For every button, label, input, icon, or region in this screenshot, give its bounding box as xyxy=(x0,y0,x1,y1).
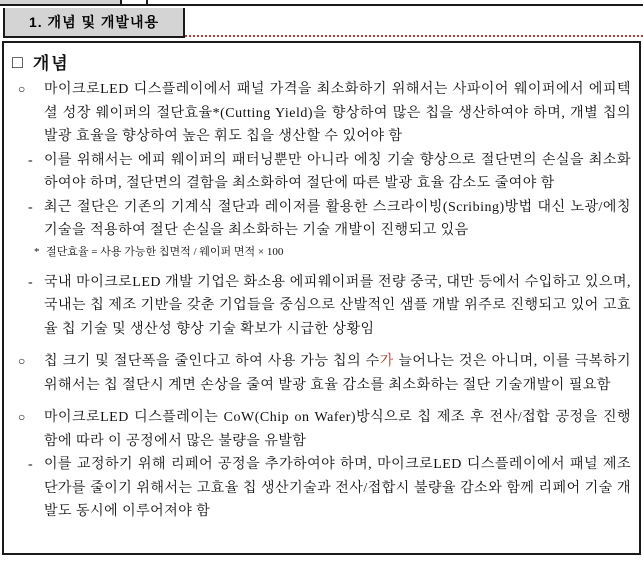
bullet-marker: ○ xyxy=(18,82,26,96)
square-bullet-icon: □ xyxy=(12,51,25,72)
section-tab-label: 1. 개념 및 개발내용 xyxy=(28,14,159,30)
paragraph-text: 국내 마이크로LED 개발 기업은 화소용 에피웨이퍼를 전량 중국, 대만 등에서 수입하고 있으며, 국내는 칩 제조 기반을 갖춘 기업들을 중심으로 산발적인 샘플 개발 위주로 진행되고 있어 고효율 칩 기술 및 생산성 향상 기술 확보가 시급한 상황임 xyxy=(44,274,631,337)
paragraph-text: 최근 절단은 기존의 기계식 절단과 레이저를 활용한 스크라이빙(Scribing)방법 대신 노광/에칭 기술을 적용하여 절단 손실을 최소화하는 기술 개발이 진행되고 있음 xyxy=(44,199,631,238)
bullet-paragraph xyxy=(10,406,631,453)
header-row xyxy=(0,6,643,38)
highlighted-char: 가 xyxy=(379,354,394,369)
paragraph-text: 마이크로LED 디스플레이는 CoW(Chip on Wafer)방식으로 칩 제조 후 전사/접합 공정을 진행함에 따라 이 공정에서 많은 불량을 유발함 xyxy=(44,410,631,449)
top-remnant-divider xyxy=(146,0,148,4)
bullet-marker: - xyxy=(28,152,34,168)
content-box xyxy=(2,41,641,555)
text-run: 늘어나는 것은 아니며, 이를 극복하기 위해서는 칩 절단시 계면 손상을 줄여 발광 효율 감소를 최소화하는 절단 기술개발이 필요함 xyxy=(44,354,631,393)
text-run: 칩 크기 및 절단폭을 줄인다고 하여 사용 가능 칩의 수 xyxy=(44,354,380,369)
paragraph-text xyxy=(44,350,631,397)
paragraph-text: 이를 위해서는 에피 웨이퍼의 패터닝뿐만 아니라 에칭 기술 향상으로 절단면의 손실을 최소화하여야 하며, 절단면의 결함을 최소화하여 절단에 따른 발광 효율 감소도 줄여야 함 xyxy=(44,152,631,191)
bullet-marker: - xyxy=(28,199,34,215)
bullet-paragraph xyxy=(10,149,631,196)
bullet-marker: ○ xyxy=(18,354,26,368)
section-tab xyxy=(3,8,185,38)
footnote-paragraph xyxy=(10,243,631,262)
paragraph-text: 이를 교정하기 위해 리페어 공정을 추가하여야 하며, 마이크로LED 디스플레이에서 패널 제조 단가를 줄이기 위해서는 고효율 칩 생산기술과 전사/접합시 불량율 감소와 함께 리페어 기술 개발도 동시에 이루어져야 함 xyxy=(44,457,631,519)
section-title-text: 개념 xyxy=(32,54,70,73)
bullet-marker: * xyxy=(34,245,40,258)
bullet-marker: - xyxy=(28,274,34,290)
paragraph-list xyxy=(10,78,631,524)
bullet-paragraph xyxy=(10,78,631,149)
bullet-marker: - xyxy=(28,457,34,472)
bullet-paragraph xyxy=(10,350,631,397)
bullet-paragraph xyxy=(10,271,631,342)
bullet-paragraph xyxy=(10,453,631,524)
red-dotted-rule xyxy=(185,35,643,37)
section-title xyxy=(12,49,631,74)
bullet-marker: ○ xyxy=(18,410,26,424)
top-remnant-cell xyxy=(0,0,122,4)
top-table-remnant xyxy=(0,0,643,6)
paragraph-text: 마이크로LED 디스플레이에서 패널 가격을 최소화하기 위해서는 사파이어 웨이퍼에서 에피텍셜 성장 웨이퍼의 절단효율*(Cutting Yield)을 향상하여 많은 칩을 생산하여야 하며, 개별 칩의 발광 효율을 향상하여 높은 휘도 칩을 생산할 수 있어야 함 xyxy=(44,82,631,144)
paragraph-text: 절단효율 = 사용 가능한 칩면적 / 웨이퍼 면적 × 100 xyxy=(46,245,284,258)
bullet-paragraph xyxy=(10,196,631,243)
